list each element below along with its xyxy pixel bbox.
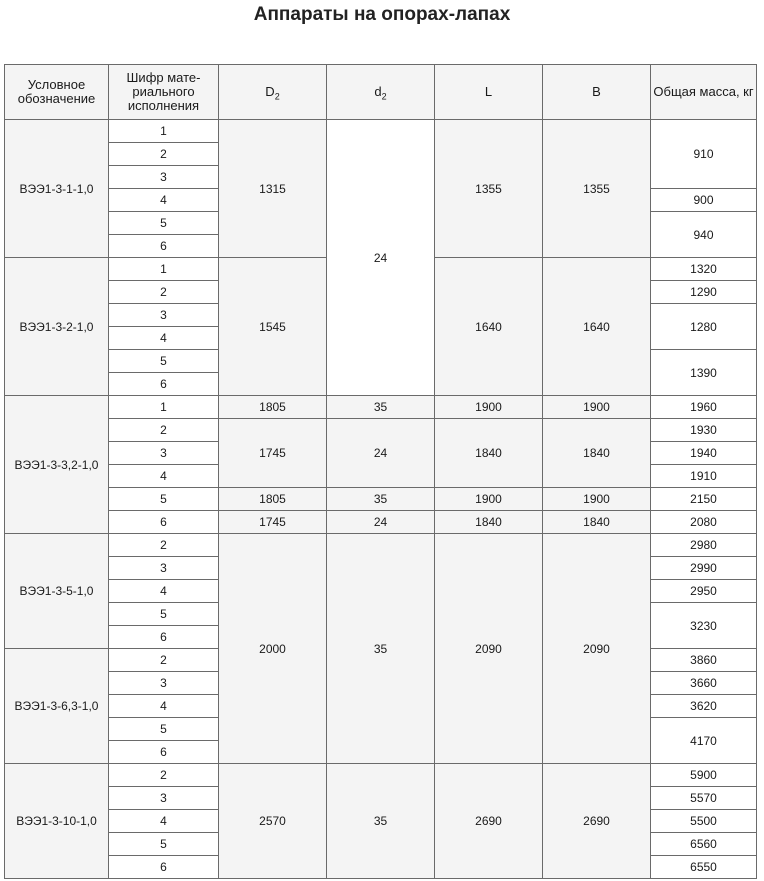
code-cell: 3: [109, 304, 219, 327]
b-cell: 2090: [543, 534, 651, 764]
table-row: [5, 534, 757, 557]
table-row: [5, 396, 757, 419]
code-cell: 1: [109, 396, 219, 419]
code-cell: 5: [109, 718, 219, 741]
code-cell: 4: [109, 189, 219, 212]
code-cell: 2: [109, 649, 219, 672]
d2-inner-cell: 35: [327, 764, 435, 879]
table-row: [5, 764, 757, 787]
mass-cell: 3230: [651, 603, 757, 649]
d2-inner-cell: 35: [327, 488, 435, 511]
b-cell: 1840: [543, 511, 651, 534]
header-d2-inner-letter: d: [374, 84, 382, 99]
d2-inner-cell: 24: [327, 120, 435, 396]
code-cell: 5: [109, 212, 219, 235]
mass-cell: 1320: [651, 258, 757, 281]
designation-cell: ВЭЭ1-3-6,3-1,0: [5, 649, 109, 764]
code-cell: 3: [109, 166, 219, 189]
mass-cell: 1290: [651, 281, 757, 304]
mass-cell: 2980: [651, 534, 757, 557]
code-cell: 2: [109, 534, 219, 557]
header-d2-outer-sub: 2: [274, 91, 280, 102]
code-cell: 5: [109, 603, 219, 626]
code-cell: 5: [109, 833, 219, 856]
code-cell: 4: [109, 810, 219, 833]
code-cell: 6: [109, 856, 219, 879]
b-cell: 1900: [543, 396, 651, 419]
d2-outer-cell: 1745: [219, 511, 327, 534]
designation-cell: ВЭЭ1-3-2-1,0: [5, 258, 109, 396]
code-cell: 5: [109, 350, 219, 373]
table-row: [5, 488, 757, 511]
code-cell: 3: [109, 442, 219, 465]
d2-outer-cell: 1805: [219, 396, 327, 419]
l-cell: 2090: [435, 534, 543, 764]
l-cell: 1840: [435, 511, 543, 534]
d2-inner-cell: 35: [327, 534, 435, 764]
l-cell: 1900: [435, 396, 543, 419]
code-cell: 6: [109, 741, 219, 764]
header-d2-inner-sub: 2: [381, 91, 387, 102]
mass-cell: 5570: [651, 787, 757, 810]
code-cell: 2: [109, 419, 219, 442]
table-row: [5, 419, 757, 442]
b-cell: 1640: [543, 258, 651, 396]
header-row: [5, 65, 757, 120]
page-title: Аппараты на опорах-лапах: [253, 4, 511, 25]
d2-outer-cell: 2570: [219, 764, 327, 879]
header-mass: Общая масса, кг: [651, 65, 757, 120]
mass-cell: 1960: [651, 396, 757, 419]
code-cell: 6: [109, 511, 219, 534]
header-b: B: [543, 65, 651, 120]
code-cell: 1: [109, 258, 219, 281]
code-cell: 4: [109, 580, 219, 603]
mass-cell: 1940: [651, 442, 757, 465]
code-cell: 3: [109, 557, 219, 580]
mass-cell: 1390: [651, 350, 757, 396]
l-cell: 1900: [435, 488, 543, 511]
code-cell: 2: [109, 143, 219, 166]
table-row: [5, 120, 757, 143]
table-row: [5, 511, 757, 534]
mass-cell: 5900: [651, 764, 757, 787]
mass-cell: 2990: [651, 557, 757, 580]
header-d2-outer: [219, 65, 327, 120]
mass-cell: 1910: [651, 465, 757, 488]
mass-cell: 6550: [651, 856, 757, 879]
d2-inner-cell: 24: [327, 419, 435, 488]
b-cell: 1840: [543, 419, 651, 488]
mass-cell: 1280: [651, 304, 757, 350]
mass-cell: 3620: [651, 695, 757, 718]
mass-cell: 940: [651, 212, 757, 258]
b-cell: 1900: [543, 488, 651, 511]
d2-outer-cell: 1745: [219, 419, 327, 488]
d2-outer-cell: 1545: [219, 258, 327, 396]
mass-cell: 2080: [651, 511, 757, 534]
designation-cell: ВЭЭ1-3-5-1,0: [5, 534, 109, 649]
mass-cell: 3660: [651, 672, 757, 695]
mass-cell: 2950: [651, 580, 757, 603]
designation-cell: ВЭЭ1-3-1-1,0: [5, 120, 109, 258]
d2-outer-cell: 1805: [219, 488, 327, 511]
mass-cell: 5500: [651, 810, 757, 833]
designation-cell: ВЭЭ1-3-3,2-1,0: [5, 396, 109, 534]
l-cell: 1640: [435, 258, 543, 396]
code-cell: 6: [109, 373, 219, 396]
code-cell: 4: [109, 465, 219, 488]
code-cell: 4: [109, 695, 219, 718]
apparatus-table: [4, 64, 757, 879]
header-d2-inner: [327, 65, 435, 120]
mass-cell: 6560: [651, 833, 757, 856]
header-l: L: [435, 65, 543, 120]
header-material-code: Шифр мате-риального исполнения: [109, 65, 219, 120]
mass-cell: 2150: [651, 488, 757, 511]
code-cell: 3: [109, 672, 219, 695]
d2-inner-cell: 24: [327, 511, 435, 534]
b-cell: 1355: [543, 120, 651, 258]
d2-outer-cell: 1315: [219, 120, 327, 258]
code-cell: 3: [109, 787, 219, 810]
l-cell: 2690: [435, 764, 543, 879]
code-cell: 2: [109, 281, 219, 304]
mass-cell: 1930: [651, 419, 757, 442]
code-cell: 5: [109, 488, 219, 511]
code-cell: 2: [109, 764, 219, 787]
mass-cell: 4170: [651, 718, 757, 764]
b-cell: 2690: [543, 764, 651, 879]
d2-inner-cell: 35: [327, 396, 435, 419]
header-designation: Условное обозначение: [5, 65, 109, 120]
code-cell: 6: [109, 626, 219, 649]
mass-cell: 910: [651, 120, 757, 189]
header-d2-outer-letter: D: [265, 84, 275, 99]
d2-outer-cell: 2000: [219, 534, 327, 764]
code-cell: 4: [109, 327, 219, 350]
code-cell: 6: [109, 235, 219, 258]
l-cell: 1355: [435, 120, 543, 258]
mass-cell: 900: [651, 189, 757, 212]
code-cell: 1: [109, 120, 219, 143]
l-cell: 1840: [435, 419, 543, 488]
designation-cell: ВЭЭ1-3-10-1,0: [5, 764, 109, 879]
mass-cell: 3860: [651, 649, 757, 672]
